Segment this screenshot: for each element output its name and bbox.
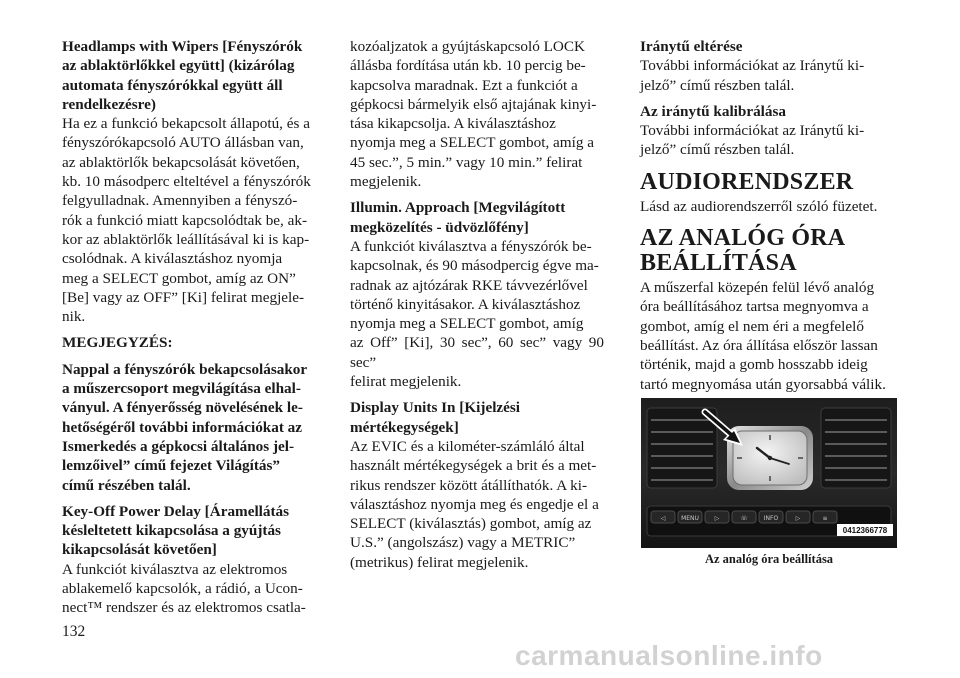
text-line: megjelenik. [350,173,422,191]
section-title-audio: AUDIORENDSZER [640,168,854,195]
paragraph-headlamps-with-wipers [62,114,322,326]
paragraph-illumin-approach [350,237,604,391]
air-vent-right [821,408,891,488]
text-line: meg a SELECT gombot, amíg az ON” [62,269,296,287]
text-line: gombot, amíg el nem éri a megfelelő [640,317,864,335]
text-line: Display Units In [Kijelzési [350,399,521,417]
text-line: További információkat az Iránytű ki- [640,57,865,75]
page-number: 132 [62,623,86,640]
text-line: Illumin. Approach [Megvilágított [350,199,566,217]
heading-compass-variance: Iránytű eltérése [640,38,743,55]
text-line: kikapcsolását követően] [62,541,217,559]
text-line: nik. [62,308,86,326]
text-line: kapcsolnak, és 90 másodpercig égve ma- [350,257,599,275]
text-line: AZ ANALÓG ÓRA [640,225,846,252]
column-middle [350,37,604,572]
text-line: Headlamps with Wipers [Fényszórók [62,38,303,55]
analog-clock-icon [727,426,813,490]
text-line: fényszórókapcsoló AUTO állásban van, [62,134,304,152]
dashboard-button-label: INFO [763,515,779,522]
text-line: történik, majd a gomb hosszabb ideig [640,356,868,374]
text-line: tartó megnyomása után gyorsabbá válik. [640,375,886,393]
dashboard-button-label: MENU [681,515,699,522]
text-line: az ablaktörlőkkel együtt] (kizárólag [62,57,295,75]
text-line: című részében talál. [62,476,191,494]
text-line: rendelkezésre) [62,95,156,113]
text-line: BEÁLLÍTÁSA [640,250,797,277]
text-line: nect™ rendszer és az elektromos csatla- [62,599,306,617]
text-line: kb. 10 másodperc elteltével a fényszórók [62,173,311,191]
note-title: MEGJEGYZÉS: [62,334,173,352]
column-right [640,37,896,394]
paragraph-analog-clock [640,278,896,394]
paragraph-audio [640,197,896,216]
text-line: beállítást. Az óra állítása először lassan [640,336,878,354]
text-line: Lásd az audiorendszerről szóló füzetet. [640,197,878,215]
text-line: történő kinyitásakor. A kiválasztáshoz [350,295,581,313]
text-line: lemzőivel” című fejezet Világítás” [62,457,281,475]
dashboard-button-label: ▷ [795,515,801,522]
text-line: választáshoz nyomja meg és engedje el a [350,495,599,513]
photo-code: 0412366778 [842,526,888,535]
text-line: További információkat az Iránytű ki- [640,122,865,140]
paragraph-compass-calibration [640,121,896,160]
paragraph-key-off-power-delay-continued [350,37,604,191]
text-line: nyomja meg a SELECT gombot, amíg [350,315,584,333]
heading-headlamps-with-wipers [62,37,322,114]
text-line: Ha ez a funkció bekapcsolt állapotú, és a [62,115,310,133]
text-line: felirat megjelenik. [350,373,462,391]
text-line: ványul. A fényerősség növelésének le- [62,399,303,417]
text-line: 45 sec.”, 5 min.” vagy 10 min.” felirat [350,153,583,171]
heading-illumin-approach [350,198,604,237]
text-line: kor az ablaktörlők leállításával ki is kap- [62,230,310,248]
text-line: óra beállításához tartsa megnyomva a [640,298,869,316]
text-line: állásba fordítása után kb. 10 percig be- [350,57,586,75]
text-line: gépkocsi bármelyik első ajtajának kinyi- [350,95,597,113]
paragraph-compass-variance [640,56,896,95]
analog-clock-photo [641,398,897,548]
text-line: jelző” című részben talál. [640,141,795,159]
text-line: rikus rendszer között átállíthatók. A ki- [350,476,588,494]
text-line: késleltetett kikapcsolása a gyújtás [62,522,281,540]
text-line: az ablaktörlők bekapcsolását követően, [62,153,300,171]
text-line: SELECT (kiválasztás) gombot, amíg az [350,515,592,533]
text-line: megközelítés - üdvözlőfény] [350,218,529,236]
text-line: A műszerfal közepén felül lévő analóg [640,279,875,297]
text-line: nyomja meg a SELECT gombot, amíg a [350,134,594,152]
section-title-analog-clock [640,226,896,276]
text-line: csolódnak. A kiválasztáshoz nyomja [62,250,283,268]
text-line: a műszercsoport megvilágítása elhal- [62,380,301,398]
note-body [62,360,322,495]
text-line: tása kikapcsolja. A kiválasztáshoz [350,115,556,133]
text-line: Az EVIC és a kilométer-számláló által [350,437,585,455]
text-line: Ismerkedés a gépkocsi általános jel- [62,437,295,455]
paragraph-display-units [350,437,604,572]
text-line: az Off” [Ki], 30 sec”, 60 sec” vagy 90 sec” [350,334,604,371]
air-vent-left [647,408,717,488]
dashboard-button-label: ≡ [822,515,828,522]
text-line: Nappal a fényszórók bekapcsolásakor [62,360,308,378]
text-line: U.S.” (angolszász) vagy a METRIC” [350,534,576,552]
watermark: carmanualsonline.info [515,640,823,671]
text-line: A funkciót kiválasztva a fényszórók be- [350,237,592,255]
text-line: Key-Off Power Delay [Áramellátás [62,502,290,520]
heading-key-off-power-delay [62,502,322,560]
text-line: kozóaljzatok a gyújtáskapcsoló LOCK [350,38,585,55]
text-line: hetőségéről további információkat az [62,418,303,436]
text-line: rók a funkció miatt kapcsolódtak be, ak- [62,211,308,229]
text-line: ablakemelő kapcsolók, a rádió, a Ucon- [62,580,303,598]
text-line: (metrikus) felirat megjelenik. [350,553,529,571]
text-line: felgyulladnak. Amennyiben a fényszó- [62,192,298,210]
button-panel-buttons [651,511,837,523]
text-line: radnak az ajtózárak RKE távvezérlővel [350,276,588,294]
dashboard-button-label: ☏ [740,515,748,522]
dashboard-button-label: ▷ [714,515,720,522]
text-line: mértékegységek] [350,418,459,436]
text-line: [Be] vagy az OFF” [Ki] felirat megjele- [62,288,305,306]
column-left [62,37,322,618]
text-line: A funkciót kiválasztva az elektromos [62,560,288,578]
heading-compass-calibration: Az iránytű kalibrálása [640,102,786,120]
dashboard-button-label: ◁ [660,515,666,522]
paragraph-key-off-power-delay [62,560,322,618]
heading-display-units [350,398,604,437]
text-line: jelző” című részben talál. [640,76,795,94]
text-line: használt mértékegységek a brit és a met- [350,457,597,475]
text-line: kapcsolva maradnak. Ezt a funkciót a [350,76,578,94]
text-line: automata fényszórókkal együtt áll [62,76,283,94]
photo-caption: Az analóg óra beállítása [704,552,834,566]
